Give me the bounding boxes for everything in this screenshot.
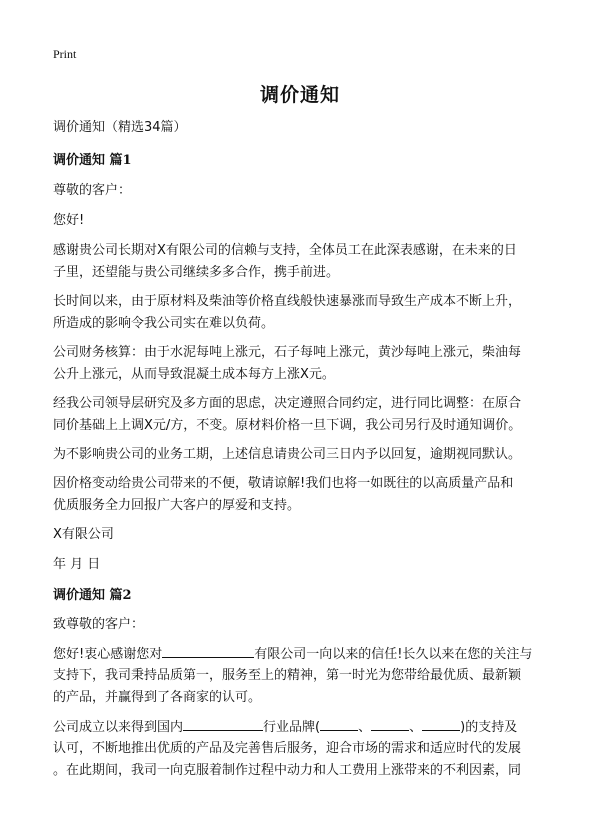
section2-p2-text-c: )的支持及 (460, 720, 518, 735)
fill-blank-brand-2 (371, 716, 409, 731)
fill-blank-brand-3 (422, 716, 460, 731)
section1-p2-line2: 所造成的影响令我公司实在难以负荷。 (53, 316, 275, 331)
section2-p2-line2: 认可，不断地推出优质的产品及完善售后服务，迎合市场的需求和适应时代的发展 (53, 741, 522, 756)
section1-date: 年 月 日 (53, 557, 101, 572)
fill-blank-company (162, 643, 254, 658)
section1-company: X有限公司 (53, 527, 114, 542)
section1-p6-line1: 因价格变动给贵公司带来的不便，敬请谅解!我们也将一如既往的以高质量产品和 (53, 476, 514, 491)
section2-p1-line3: 的产品，并赢得到了各商家的认可。 (53, 690, 262, 705)
section2-p1-line1 (53, 643, 553, 666)
section1-p1-line2: 子里，还望能与贵公司继续多多合作，携手前进。 (53, 265, 340, 280)
section1-p3-line1: 公司财务核算：由于水泥每吨上涨元，石子每吨上涨元，黄沙每吨上涨元，柴油每 (53, 345, 522, 360)
page-title: 调价通知 (259, 84, 340, 106)
section1-greeting: 尊敬的客户： (53, 183, 132, 198)
section1-p6-line2: 优质服务全力回报广大客户的厚爱和支持。 (53, 498, 301, 513)
section2-heading: 调价通知 篇2 (53, 588, 132, 603)
separator-2: 、 (409, 720, 423, 735)
section1-p1-line1: 感谢贵公司长期对X有限公司的信赖与支持，全体员工在此深表感谢，在未来的日 (53, 243, 517, 258)
section1-hello: 您好! (53, 213, 85, 228)
section2-greeting: 致尊敬的客户： (53, 617, 145, 632)
fill-blank-brand-1 (320, 716, 358, 731)
fill-blank-industry (183, 716, 263, 731)
section2-p2-text-b: 行业品牌( (263, 720, 321, 735)
separator-1: 、 (358, 720, 372, 735)
section2-p1-line2: 支持下，我司秉持品质第一，服务至上的精神，第一时光为您带给最优质、最新颖 (53, 668, 522, 683)
section2-p2-line3: 。在此期间，我司一向克服着制作过程中动力和人工费用上涨带来的不利因素，同 (53, 763, 522, 778)
section2-p2-line1 (53, 716, 553, 739)
section2-p1-text-b: 有限公司一向以来的信任!长久以来在您的关注与 (254, 647, 533, 662)
section1-p3-line2: 公升上涨元，从而导致混凝土成本每方上涨X元。 (53, 367, 335, 382)
subtitle: 调价通知（精选34篇） (53, 120, 187, 135)
section2-p1-text-a: 您好!衷心感谢您对 (53, 647, 163, 662)
print-label: Print (53, 47, 77, 61)
section1-heading: 调价通知 篇1 (53, 153, 132, 168)
section2-p2-text-a: 公司成立以来得到国内 (53, 720, 184, 735)
section1-p5-line1: 为不影响贵公司的业务工期，上述信息请贵公司三日内予以回复，逾期视同默认。 (53, 447, 522, 462)
section1-p4-line2: 同价基础上上调X元/方，不变。原材料价格一旦下调，我公司另行及时通知调价。 (53, 418, 522, 433)
section1-p4-line1: 经我公司领导层研究及多方面的思虑，决定遵照合同约定，进行同比调整：在原合 (53, 396, 522, 411)
section1-p2-line1: 长时间以来，由于原材料及柴油等价格直线般快速暴涨而导致生产成本不断上升， (53, 294, 522, 309)
